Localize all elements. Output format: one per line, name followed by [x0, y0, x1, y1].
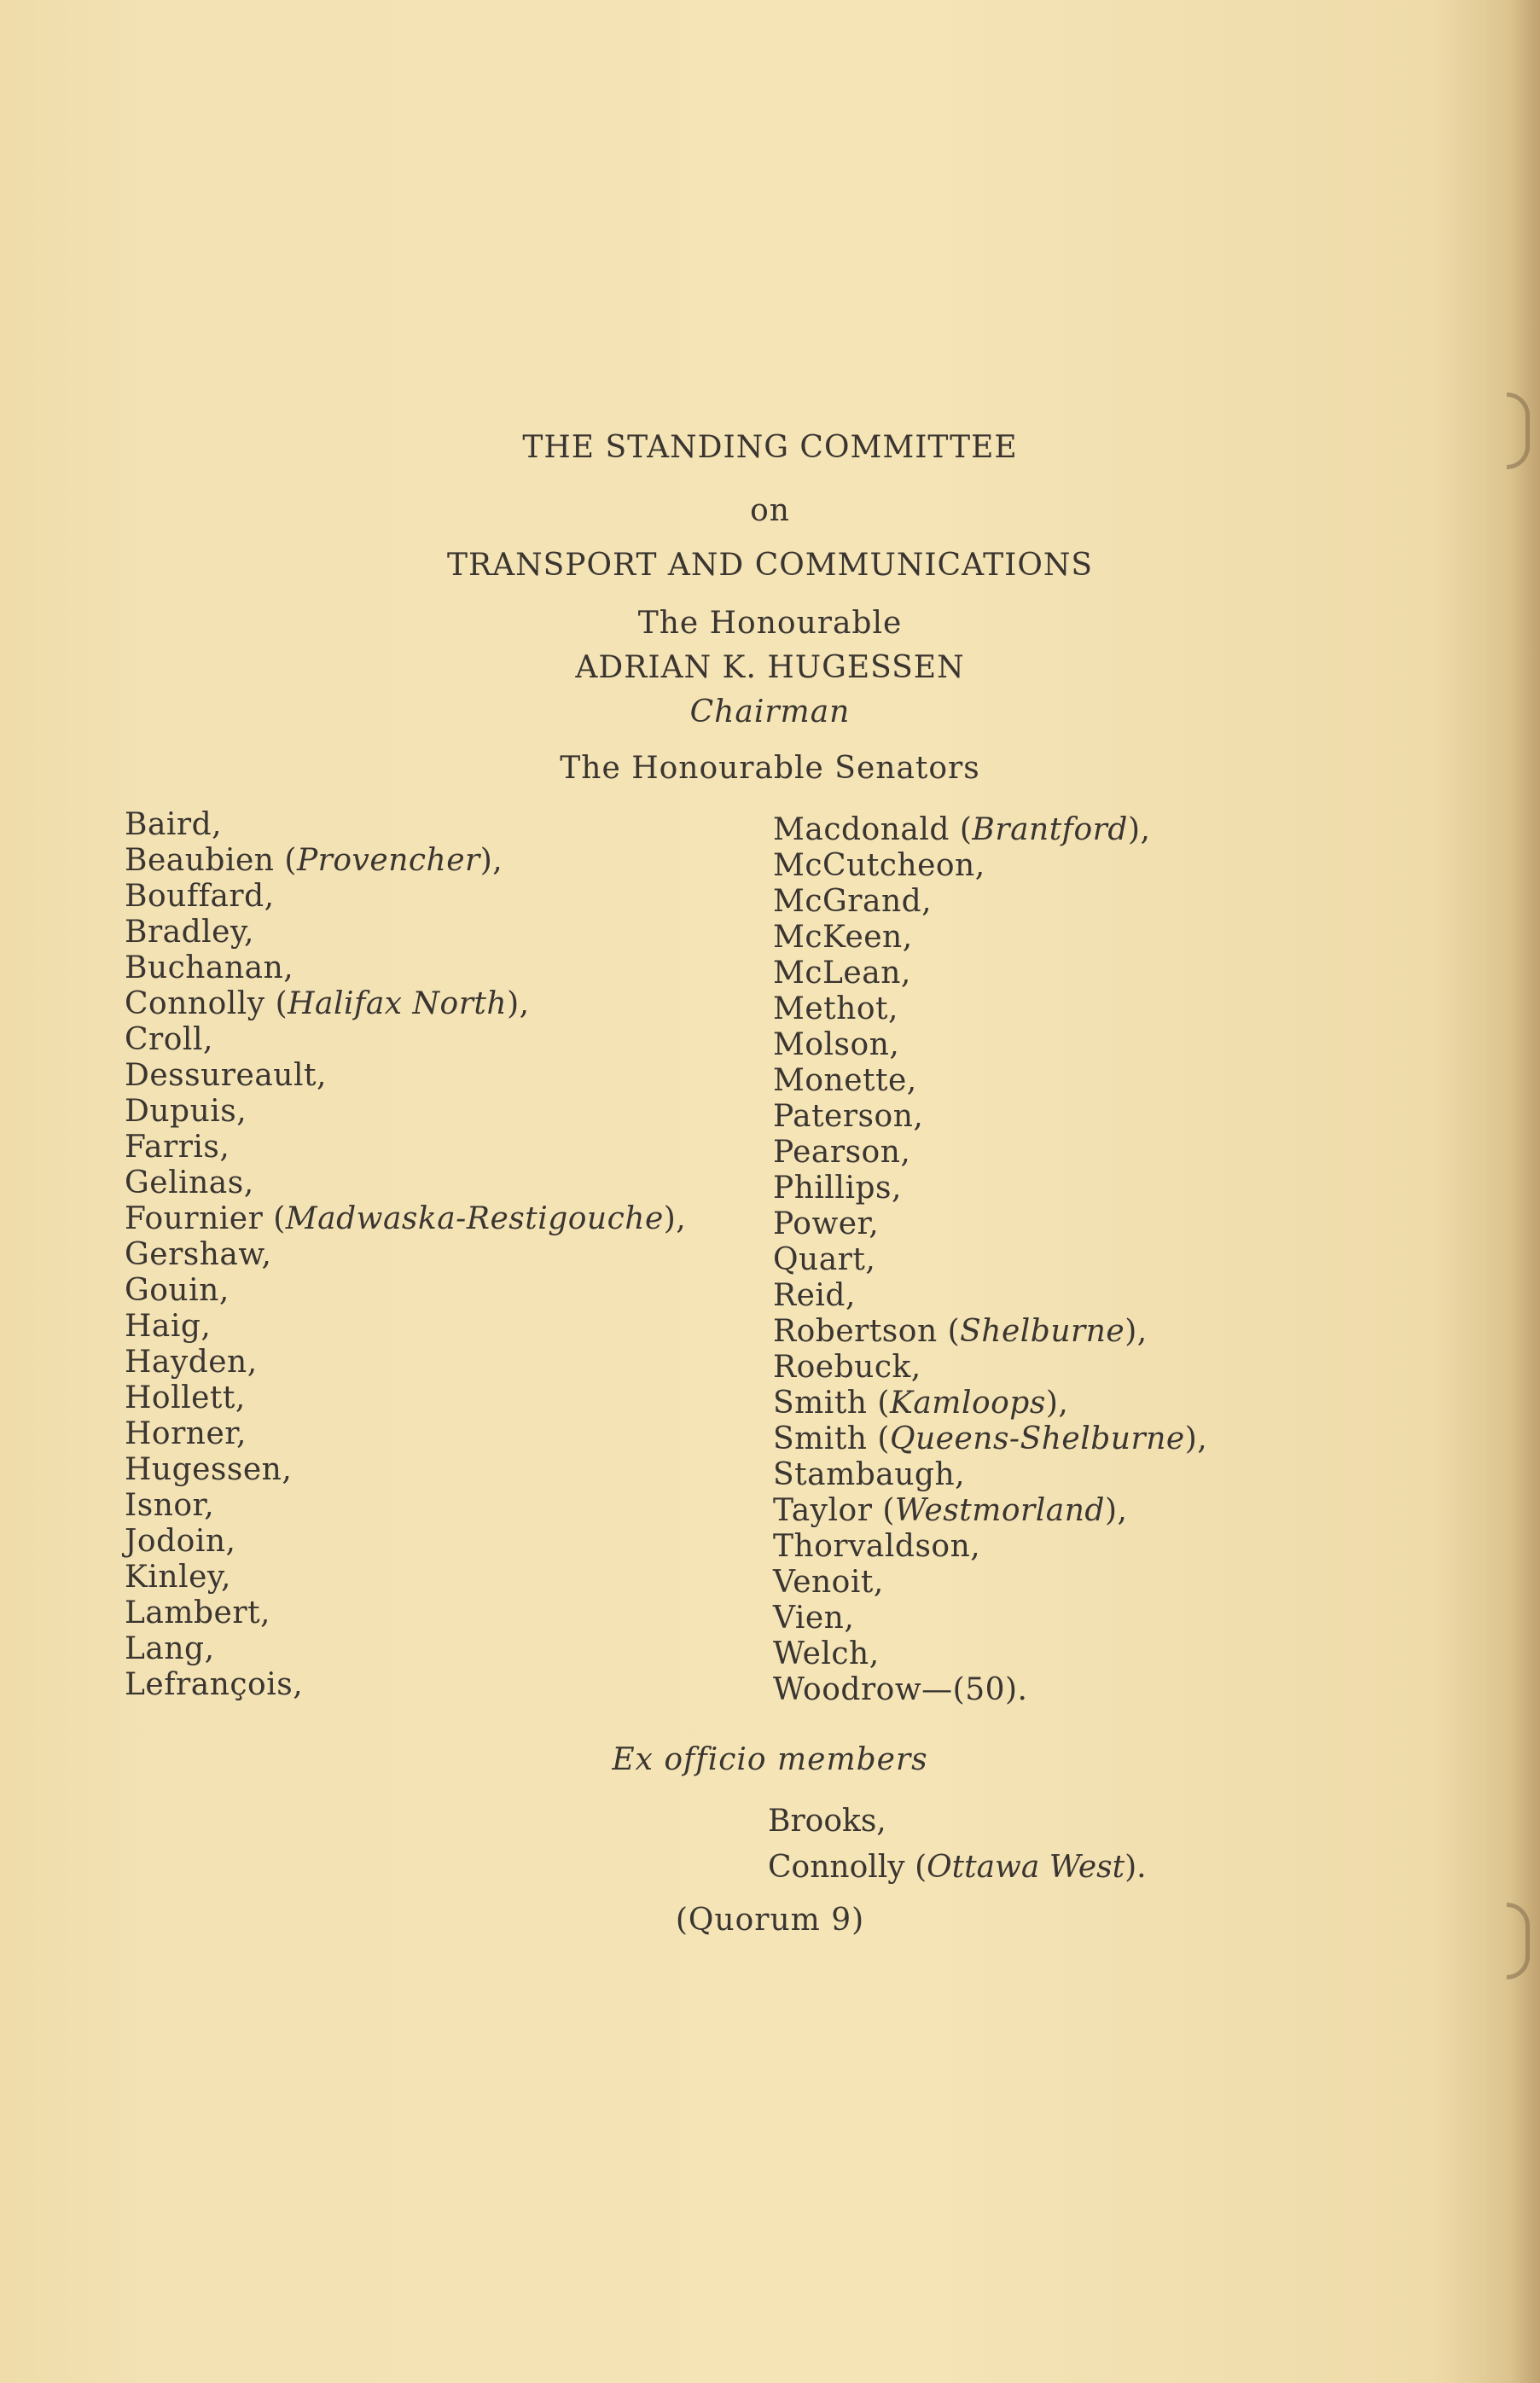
members-right-column	[773, 812, 1207, 1708]
member-name: Molson,	[773, 1027, 900, 1062]
member-name: Gershaw,	[125, 1237, 272, 1272]
member-constituency: Brantford	[972, 812, 1128, 847]
member-entry	[125, 1345, 686, 1380]
member-name: Beaubien (	[125, 843, 297, 878]
committee-title: THE STANDING COMMITTEE	[522, 430, 1018, 465]
member-punctuation: ),	[1184, 1421, 1208, 1456]
member-entry	[773, 1314, 1207, 1350]
member-name: Roebuck,	[773, 1350, 921, 1385]
member-name: Venoit,	[773, 1565, 884, 1600]
member-constituency: Madwaska-Restigouche	[285, 1201, 664, 1236]
member-entry	[125, 1165, 686, 1201]
member-name: Macdonald (	[773, 812, 973, 847]
member-punctuation: ).	[1124, 1850, 1147, 1885]
member-name: Power,	[773, 1206, 880, 1241]
member-entry	[125, 1130, 686, 1165]
member-entry	[125, 1058, 686, 1094]
member-entry	[773, 1636, 1207, 1672]
member-entry	[125, 1488, 686, 1524]
committee-on: on	[750, 493, 790, 528]
member-name: Vien,	[773, 1601, 855, 1636]
member-name: Lambert,	[125, 1595, 270, 1630]
member-entry	[773, 1135, 1207, 1171]
member-name: Monette,	[773, 1063, 917, 1098]
member-entry	[773, 1457, 1207, 1493]
member-entry	[125, 986, 686, 1022]
ex-officio-members	[768, 1799, 1147, 1891]
member-name: Croll,	[125, 1022, 213, 1057]
member-name: Methot,	[773, 991, 898, 1026]
member-entry	[773, 1386, 1207, 1421]
member-entry	[773, 991, 1207, 1027]
member-name: Taylor (	[773, 1493, 895, 1528]
member-name: Isnor,	[125, 1488, 215, 1523]
member-entry	[125, 1022, 686, 1058]
member-entry	[125, 1380, 686, 1416]
member-name: Haig,	[125, 1309, 212, 1344]
member-entry	[125, 843, 686, 879]
senators-heading: The Honourable Senators	[560, 751, 980, 786]
members-left-column	[125, 807, 686, 1703]
member-entry	[773, 1672, 1207, 1708]
member-name: Connolly (	[125, 986, 288, 1021]
member-punctuation: ),	[479, 843, 503, 878]
quorum-note: (Quorum 9)	[675, 1903, 865, 1938]
member-entry	[773, 1242, 1207, 1278]
member-entry	[773, 1278, 1207, 1314]
member-entry	[773, 884, 1207, 920]
member-entry	[125, 807, 686, 843]
member-name: Gelinas,	[125, 1165, 254, 1200]
member-name: McCutcheon,	[773, 848, 985, 883]
member-entry	[773, 1063, 1207, 1099]
member-entry	[773, 1601, 1207, 1636]
member-constituency: Westmorland	[894, 1493, 1105, 1528]
member-name: Reid,	[773, 1278, 856, 1313]
member-constituency: Shelburne	[960, 1314, 1125, 1349]
member-entry	[773, 920, 1207, 956]
member-name: Hayden,	[125, 1345, 258, 1380]
member-constituency: Kamloops	[889, 1386, 1046, 1421]
binding-ring-mark	[1507, 392, 1530, 469]
member-name: Paterson,	[773, 1099, 924, 1134]
member-name: Gouin,	[125, 1273, 230, 1308]
member-entry	[773, 956, 1207, 991]
member-name: Hugessen,	[125, 1452, 293, 1487]
member-name: Horner,	[125, 1416, 247, 1451]
honourable-label: The Honourable	[637, 606, 903, 641]
member-name: McLean,	[773, 956, 911, 991]
member-name: Welch,	[773, 1636, 880, 1671]
binding-ring-mark	[1507, 1903, 1530, 1979]
member-entry	[125, 915, 686, 950]
member-name: Dupuis,	[125, 1094, 247, 1129]
member-name: Buchanan,	[125, 950, 294, 985]
member-name: Smith (	[773, 1421, 890, 1456]
member-name: McGrand,	[773, 884, 933, 919]
member-name: McKeen,	[773, 920, 913, 955]
ex-officio-heading: Ex officio members	[612, 1742, 928, 1777]
member-name: Phillips,	[773, 1171, 902, 1206]
member-entry	[773, 848, 1207, 884]
member-punctuation: ),	[1124, 1314, 1148, 1349]
member-punctuation: ),	[1127, 812, 1151, 847]
member-name: Pearson,	[773, 1135, 911, 1170]
member-entry	[125, 1560, 686, 1595]
member-entry	[773, 1206, 1207, 1242]
member-punctuation: ),	[507, 986, 530, 1021]
member-entry	[125, 950, 686, 986]
member-name: Smith (	[773, 1386, 890, 1421]
member-name: Robertson (	[773, 1314, 961, 1349]
member-punctuation: ),	[1045, 1386, 1069, 1421]
member-constituency: Queens-Shelburne	[889, 1421, 1185, 1456]
member-name: Stambaugh,	[773, 1457, 966, 1492]
member-constituency: Provencher	[296, 843, 480, 878]
member-name: Lefrançois,	[125, 1667, 304, 1702]
member-name: Kinley,	[125, 1560, 231, 1595]
member-entry	[773, 1421, 1207, 1457]
member-entry	[125, 1524, 686, 1560]
member-entry	[125, 879, 686, 915]
member-entry	[773, 1099, 1207, 1135]
committee-subject: TRANSPORT AND COMMUNICATIONS	[446, 548, 1094, 583]
member-entry	[125, 1237, 686, 1273]
member-punctuation: ),	[663, 1201, 687, 1236]
member-entry	[125, 1094, 686, 1130]
member-entry	[773, 1565, 1207, 1601]
member-entry	[773, 1493, 1207, 1529]
member-name: Lang,	[125, 1631, 215, 1666]
member-entry	[125, 1201, 686, 1237]
member-name: Bradley,	[125, 915, 254, 950]
chairman-name: ADRIAN K. HUGESSEN	[575, 650, 965, 685]
member-punctuation: ),	[1104, 1493, 1128, 1528]
member-name: Brooks,	[768, 1804, 886, 1839]
member-entry	[773, 1171, 1207, 1206]
member-entry	[768, 1799, 1147, 1845]
chairman-title: Chairman	[689, 695, 851, 729]
member-entry	[125, 1595, 686, 1631]
member-entry	[768, 1845, 1147, 1891]
member-entry	[125, 1273, 686, 1309]
member-name: Fournier (	[125, 1201, 286, 1236]
member-name: Hollett,	[125, 1380, 246, 1415]
member-entry	[773, 812, 1207, 848]
member-entry	[125, 1452, 686, 1488]
member-name: Quart,	[773, 1242, 876, 1277]
member-entry	[773, 1529, 1207, 1565]
member-entry	[773, 1027, 1207, 1063]
member-name: Thorvaldson,	[773, 1529, 981, 1564]
member-entry	[125, 1309, 686, 1345]
member-entry	[773, 1350, 1207, 1386]
member-name: Bouffard,	[125, 879, 275, 914]
member-constituency: Halifax North	[288, 986, 508, 1021]
member-constituency: Ottawa West	[927, 1850, 1125, 1885]
member-name: Connolly (	[768, 1850, 927, 1885]
member-name: Jodoin,	[125, 1524, 236, 1559]
member-name: Dessureault,	[125, 1058, 327, 1093]
member-name: Woodrow—(50).	[773, 1672, 1028, 1707]
member-name: Baird,	[125, 807, 223, 842]
member-entry	[125, 1667, 686, 1703]
member-entry	[125, 1416, 686, 1452]
member-entry	[125, 1631, 686, 1667]
member-name: Farris,	[125, 1130, 230, 1165]
